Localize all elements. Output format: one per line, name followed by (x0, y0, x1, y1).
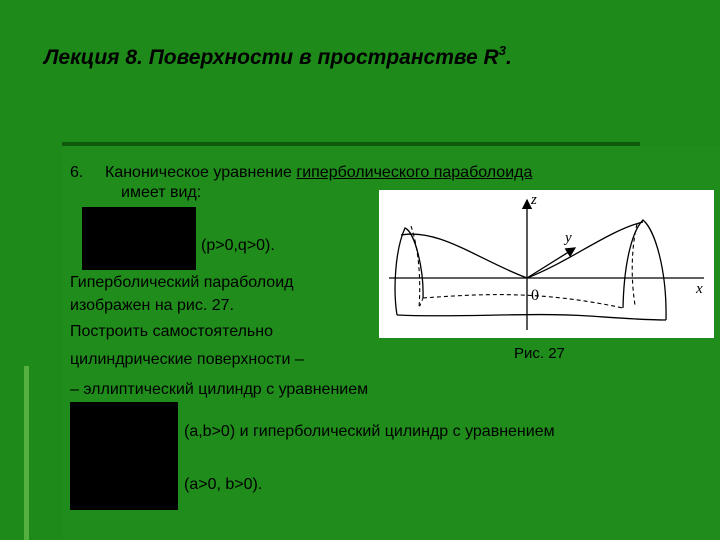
left-stripe (24, 366, 29, 540)
y-axis-label: y (565, 230, 572, 246)
text-line-9: (a>0, b>0). (184, 476, 263, 493)
text-line-7: – эллиптический цилиндр с уравнением (70, 381, 369, 398)
paraboloid-drawing (379, 190, 714, 338)
x-axis-label: x (696, 281, 703, 297)
paraboloid-figure (379, 190, 714, 338)
formula-image-1 (82, 207, 196, 270)
text-line-8: (a,b>0) и гиперболический цилиндр с уравнением (184, 423, 555, 440)
figure-caption: Рис. 27 (514, 345, 565, 362)
paragraph-line-2: имеет вид: (121, 184, 202, 201)
paragraph-line-1: Каноническое уравнение гиперболического параболоида (105, 164, 533, 181)
z-axis-label: z (531, 192, 537, 208)
text-line-4: изображен на рис. 27. (70, 297, 234, 314)
origin-label: 0 (531, 287, 539, 304)
slide-title: Лекция 8. Поверхности в пространстве $R^3$. (44, 43, 512, 69)
text-line-6: цилиндрические поверхности – (70, 351, 304, 368)
condition-1: (p>0,q>0). (201, 237, 275, 254)
text-line-5: Построить самостоятельно (70, 323, 273, 340)
term-link: гиперболического параболоида (296, 164, 533, 181)
formula-image-2 (70, 402, 178, 510)
item-number: 6. (70, 164, 84, 181)
text-line-3: Гиперболический параболоид (70, 274, 294, 291)
